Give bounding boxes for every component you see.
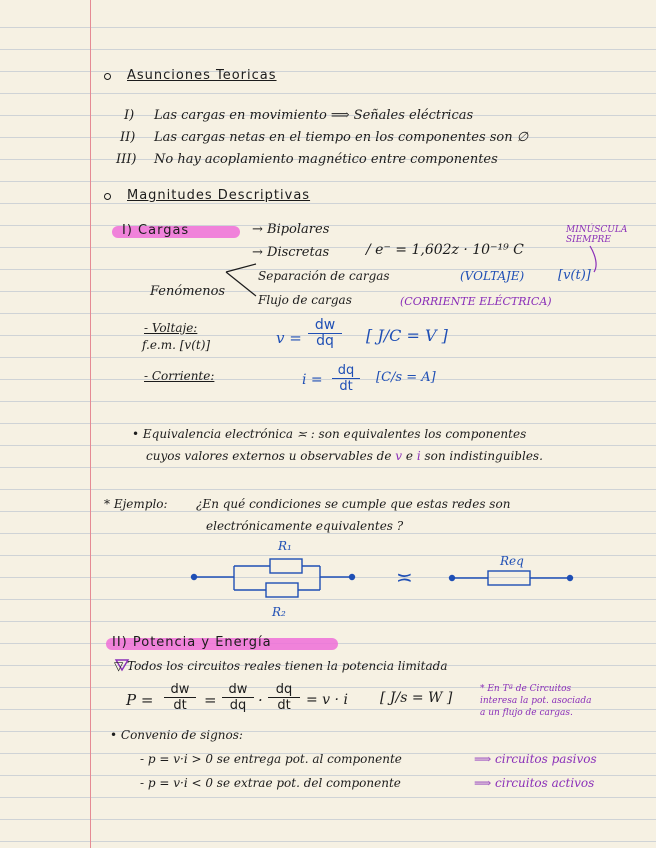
equivalence-symbol: ≍ (396, 565, 413, 589)
minuscula-note: MINÚSCULA SIEMPRE (566, 225, 628, 245)
asuncion-1-text: Las cargas en movimiento ⟹ Señales eléctricas (154, 108, 474, 123)
req-label: Req (500, 554, 524, 568)
convenio-row-1-result: ⟹ circuitos pasivos (474, 752, 597, 766)
potencia-bullet: ▽ Todos los circuitos reales tienen la potencia limitada (114, 659, 448, 673)
voltaje-lhs: v = (276, 329, 302, 347)
potencia-heading: II) Potencia y Energía (112, 635, 272, 650)
arrow-icon (590, 246, 596, 272)
fraction-den: dq (229, 698, 247, 713)
asuncion-2-num: II) (120, 130, 136, 145)
voltaje-units: [ J/C = V ] (366, 326, 448, 345)
asuncion-2-text: Las cargas netas en el tiempo en los componentes son ∅ (154, 130, 529, 145)
potencia-dot: · (258, 691, 263, 709)
convenio-row-2-result: ⟹ circuitos activos (474, 776, 595, 790)
potencia-note-2: interesa la pot. asociada (480, 696, 592, 706)
corriente-units: [C/s = A] (376, 370, 436, 385)
asuncion-3-num: III) (116, 152, 137, 167)
ejemplo-line1: ¿En qué condiciones se cumple que estas redes son (196, 497, 511, 511)
fem-label: f.e.m. [v(t)] (142, 338, 211, 352)
electron-charge: / e⁻ = 1,602z · 10⁻¹⁹ C (366, 242, 524, 258)
cargas-bipolares: → Bipolares (252, 222, 330, 237)
potencia-lhs: P = (126, 691, 154, 709)
potencia-rhs: = v · i (306, 692, 348, 708)
voltaje-label: - Voltaje: (144, 321, 198, 335)
resistor-req (488, 571, 530, 585)
potencia-fraction-1 (164, 682, 196, 713)
fraction-num: dq (268, 682, 300, 698)
fraction-den: dt (277, 698, 291, 713)
convenio-label: • Convenio de signos: (110, 728, 243, 742)
asuncion-1-num: I) (124, 108, 135, 123)
equivalencia-line1: • Equivalencia electrónica ≍ : son equivalentes los componentes (132, 427, 527, 441)
resistor-r2 (266, 583, 298, 597)
convenio-row-2: - p = v·i < 0 se extrae pot. del componente (140, 776, 401, 790)
corriente-tag: (CORRIENTE ELÉCTRICA) (400, 295, 552, 308)
parallel-network (192, 559, 355, 597)
voltaje-den: dq (316, 333, 334, 349)
fraction-num: dw (164, 682, 196, 698)
r1-label: R₁ (278, 539, 292, 553)
ejemplo-label: * Ejemplo: (104, 497, 168, 511)
fraction-num: dw (222, 682, 254, 698)
fraction-den: dt (173, 698, 187, 713)
equivalent-network (450, 571, 573, 585)
terminal-right (568, 576, 573, 581)
cargas-heading: I) Cargas (122, 223, 190, 238)
vt-notation: [v(t)] (558, 268, 591, 283)
voltaje-tag: (VOLTAJE) (460, 269, 525, 283)
flujo-cargas: Flujo de cargas (258, 293, 352, 307)
terminal-right (350, 575, 355, 580)
potencia-fraction-2 (222, 682, 254, 713)
cargas-discretas: → Discretas (252, 245, 330, 260)
separacion-cargas: Separación de cargas (258, 269, 390, 283)
equivalencia-e: e (405, 449, 413, 463)
potencia-note-1: * En Tª de Circuitos (480, 684, 572, 694)
section-title-asunciones: Asunciones Teoricas (127, 68, 277, 83)
resistor-r1 (270, 559, 302, 573)
potencia-note-3: a un flujo de cargas. (480, 708, 573, 718)
equivalencia-v: v (395, 449, 403, 463)
potencia-eq: = (204, 691, 217, 709)
r2-label: R₂ (272, 605, 286, 619)
section-title-magnitudes: Magnitudes Descriptivas (127, 188, 311, 203)
equivalencia-text-b: son indistinguibles. (424, 449, 543, 463)
convenio-row-1: - p = v·i > 0 se entrega pot. al componente (140, 752, 402, 766)
potencia-units: [ J/s = W ] (380, 690, 453, 706)
corriente-label: - Corriente: (144, 369, 215, 383)
corriente-lhs: i = (302, 372, 323, 388)
brace-icon (226, 264, 256, 296)
asuncion-3-text: No hay acoplamiento magnético entre componentes (154, 152, 498, 167)
corriente-den: dt (339, 379, 353, 394)
potencia-fraction-3 (268, 682, 300, 713)
corriente-num: dq (332, 363, 360, 379)
fenomenos-label: Fenómenos (150, 284, 226, 299)
ejemplo-line2: electrónicamente equivalentes ? (206, 519, 404, 533)
voltaje-num: dw (308, 318, 342, 334)
equivalencia-i: i (416, 449, 421, 463)
equivalencia-text-a: cuyos valores externos u observables de (146, 449, 392, 463)
